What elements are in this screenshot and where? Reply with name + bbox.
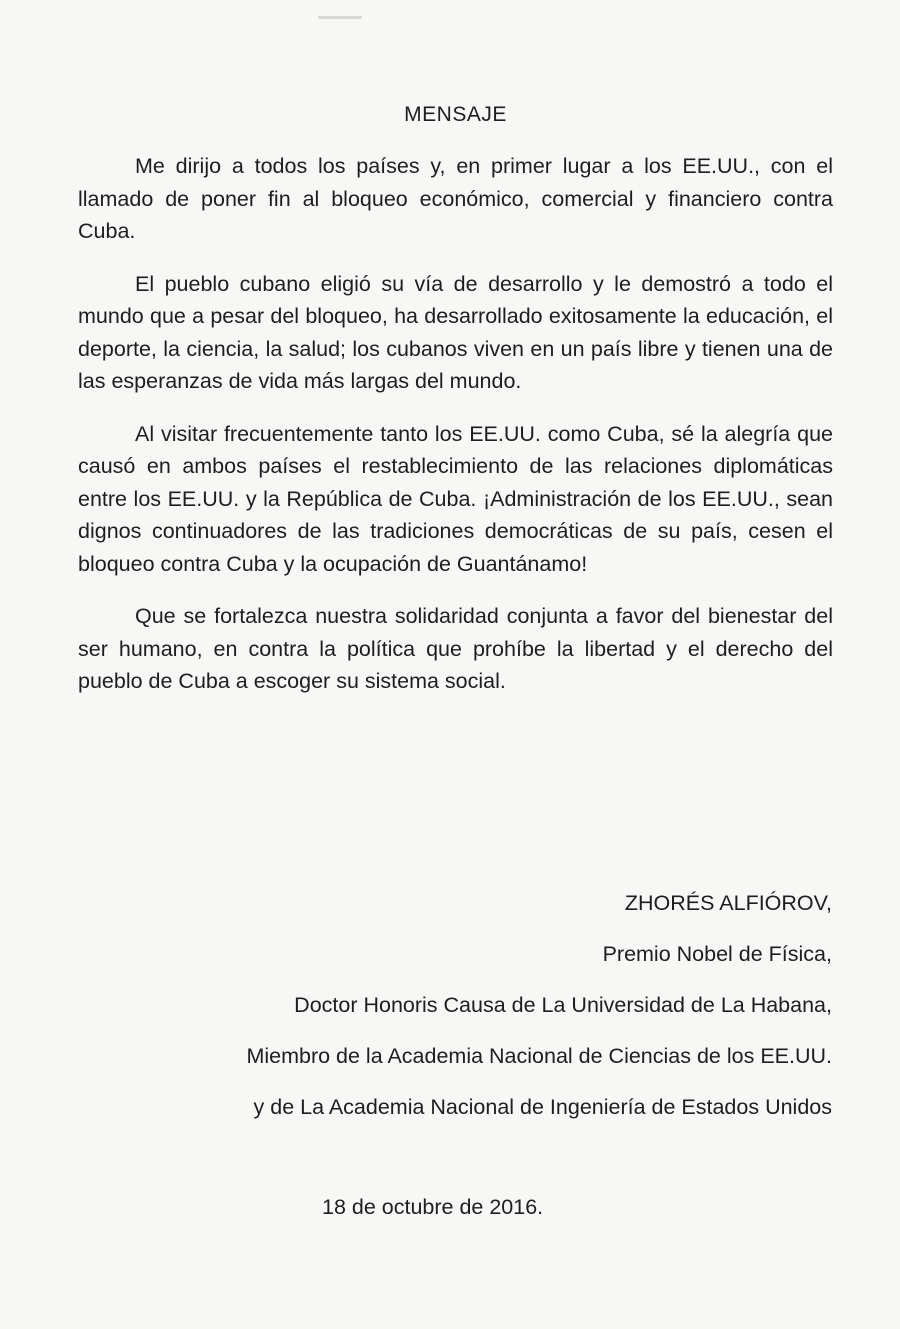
scan-smudge (318, 16, 362, 19)
document-date: 18 de octubre de 2016. (322, 1195, 544, 1219)
letter-body (78, 100, 833, 718)
signatory-title-3: Miembro de la Academia Nacional de Ciencias de los EE.UU. (246, 1044, 832, 1068)
signatory-title-2: Doctor Honoris Causa de La Universidad de La Habana, (294, 993, 832, 1017)
document-title: MENSAJE (404, 103, 507, 126)
paragraph-2: El pueblo cubano eligió su vía de desarrollo y le demostró a todo el mundo que a pesar del bloqueo, ha desarrollado exitosamente la educación, el deporte, la ciencia, la salud; los cubanos viven en un país libre y tienen una de las esperanzas de vida más largas del mundo. (78, 271, 833, 393)
paragraph-4: Que se fortalezca nuestra solidaridad conjunta a favor del bienestar del ser humano, en contra la política que prohíbe la libertad y el derecho del pueblo de Cuba a escoger su sistema social. (78, 604, 833, 693)
paragraph-1: Me dirijo a todos los países y, en primer lugar a los EE.UU., con el llamado de poner fin al bloqueo económico, comercial y financiero contra Cuba. (78, 154, 833, 243)
signatory-title-4: y de La Academia Nacional de Ingeniería de Estados Unidos (253, 1095, 832, 1119)
signatory-title-1: Premio Nobel de Física, (602, 942, 832, 966)
paragraph-3: Al visitar frecuentemente tanto los EE.UU. como Cuba, sé la alegría que causó en ambos países el restablecimiento de las relaciones diplomáticas entre los EE.UU. y la República de Cuba. ¡Administración de los EE.UU., sean dignos continuadores de las tradiciones democráticas de su país, cesen el bloqueo contra Cuba y la ocupación de Guantánamo! (78, 421, 833, 576)
signature-block (246, 886, 832, 1141)
signatory-name: ZHORÉS ALFIÓROV, (624, 891, 832, 915)
